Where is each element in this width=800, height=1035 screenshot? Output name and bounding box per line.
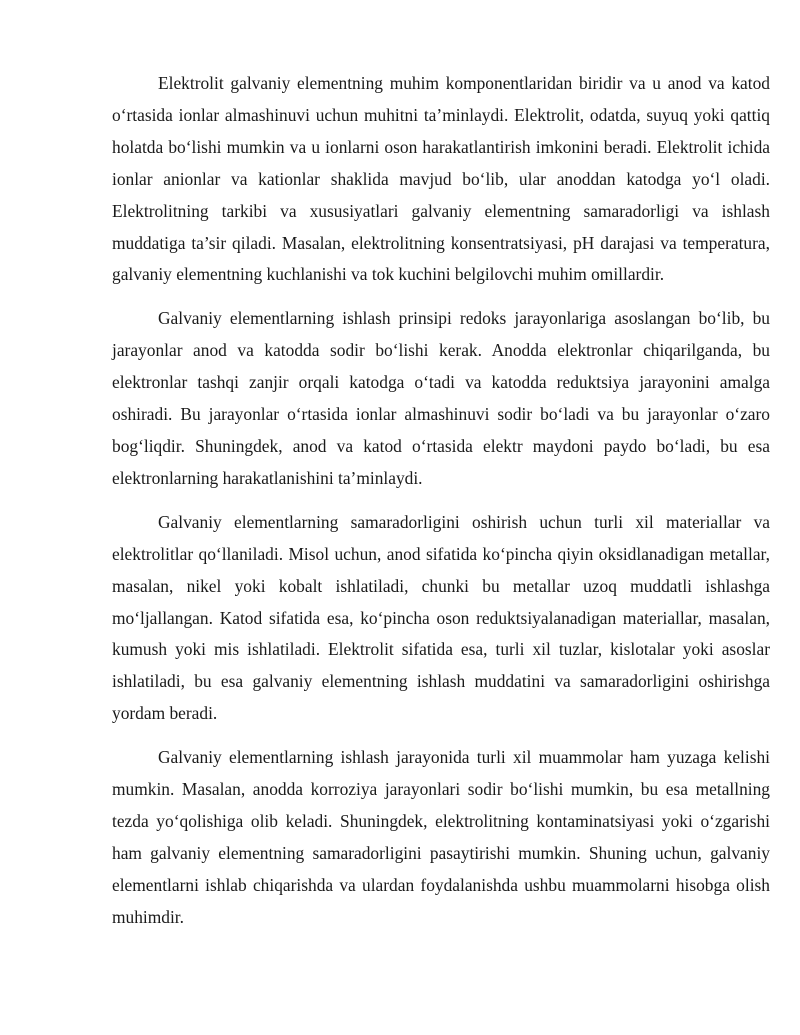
paragraph-working-principle: Galvaniy elementlarning ishlash prinsipi redoks jarayonlariga asoslangan bo‘lib, bu jarayonlar anod va katodda sodir bo‘lishi kerak. Anodda elektronlar chiqarilganda, bu elektronlar tashqi zanjir orqali katodga o‘tadi va katodda reduktsiya jarayonini amalga oshiradi. Bu jarayonlar o‘rtasida ionlar almashinuvi sodir bo‘ladi va bu jarayonlar o‘zaro bog‘liqdir. Shuningdek, anod va katod o‘rtasida elektr maydoni paydo bo‘ladi, bu esa elektronlarning harakatlanishini ta’minlaydi. [112,308,770,488]
paragraph-materials: Galvaniy elementlarning samaradorligini oshirish uchun turli xil materiallar va elektrolitlar qo‘llaniladi. Misol uchun, anod sifatida ko‘pincha qiyin oksidlanadigan metallar, masalan, nikel yoki kobalt ishlatiladi, chunki bu metallar uzoq muddatli ishlashga mo‘ljallangan. Katod sifatida esa, ko‘pincha oson reduktsiyalanadigan materiallar, masalan, kumush yoki mis ishlatiladi. Elektrolit sifatida esa, turli xil tuzlar, kislotalar yoki asoslar ishlatiladi, bu esa galvaniy elementning ishlash muddatini va samaradorligini oshirishga yordam beradi. [112,511,770,724]
document-page [112,68,770,946]
paragraph-electrolyte: Elektrolit galvaniy elementning muhim komponentlaridan biridir va u anod va katod o‘rtasida ionlar almashinuvi uchun muhitni ta’minlaydi. Elektrolit, odatda, suyuq yoki qattiq holatda bo‘lishi mumkin va u ionlarni oson harakatlantirish imkonini beradi. Elektrolit ichida ionlar anionlar va kationlar shaklida mavjud bo‘lib, ular anoddan katodga yo‘l oladi. Elektrolitning tarkibi va xususiyatlari galvaniy elementning samaradorligi va ishlash muddatiga ta’sir qiladi. Masalan, elektrolitning konsentratsiyasi, pH darajasi va temperatura, galvaniy elementning kuchlanishi va tok kuchini belgilovchi muhim omillardir. [112,73,770,285]
paragraph-problems: Galvaniy elementlarning ishlash jarayonida turli xil muammolar ham yuzaga kelishi mumkin. Masalan, anodda korroziya jarayonlari sodir bo‘lishi mumkin, bu esa metallning tezda yo‘qolishiga olib keladi. Shuningdek, elektrolitning kontaminatsiyasi yoki o‘zgarishi ham galvaniy elementning samaradorligini pasaytirishi mumkin. Shuning uchun, galvaniy elementlarni ishlab chiqarishda va ulardan foydalanishda ushbu muammolarni hisobga olish muhimdir. [112,747,770,927]
